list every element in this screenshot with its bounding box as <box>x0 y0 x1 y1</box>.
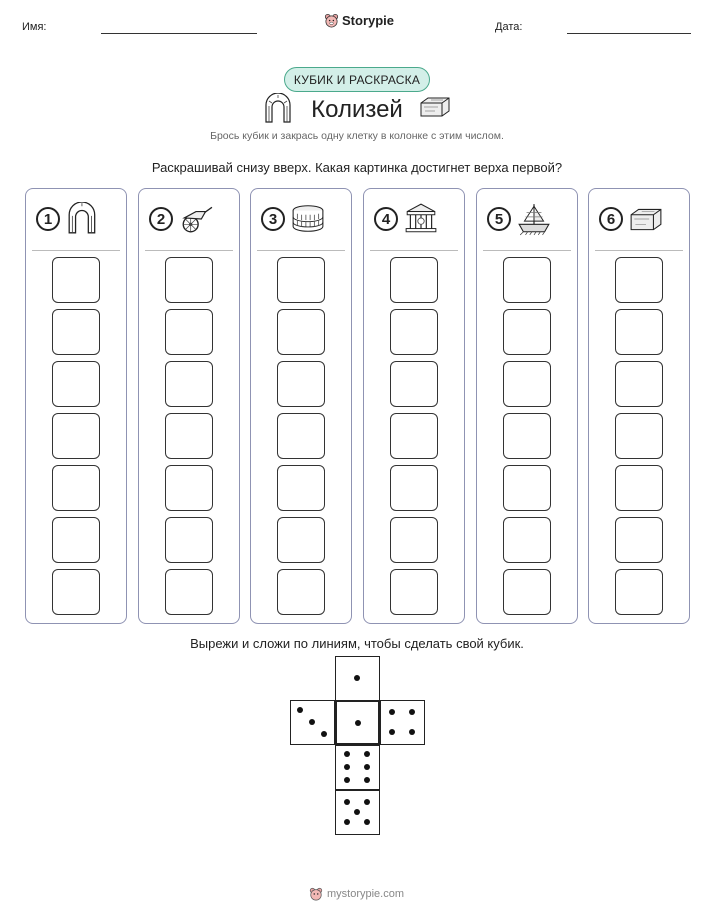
chariot-icon <box>177 202 215 236</box>
column-3 <box>250 188 352 624</box>
die-face-bottom <box>335 790 380 835</box>
die-pip <box>309 719 315 725</box>
color-cell[interactable] <box>165 361 213 407</box>
color-cell[interactable] <box>277 413 325 459</box>
color-cell[interactable] <box>277 465 325 511</box>
instruction-text: Раскрашивай снизу вверх. Какая картинка достигнет верха первой? <box>151 160 563 175</box>
column-6 <box>588 188 690 624</box>
column-header <box>599 202 665 236</box>
column-divider <box>32 250 120 251</box>
color-cell[interactable] <box>615 257 663 303</box>
die-pip <box>297 707 303 713</box>
color-cell[interactable] <box>52 257 100 303</box>
die-pip <box>364 751 370 757</box>
color-cell[interactable] <box>165 309 213 355</box>
die-pip <box>354 809 360 815</box>
die-pip <box>355 720 361 726</box>
color-cell[interactable] <box>52 361 100 407</box>
bear-logo-icon <box>324 13 339 28</box>
bear-logo-icon <box>309 887 323 901</box>
die-pip <box>364 777 370 783</box>
die-pip <box>344 764 350 770</box>
column-number: 4 <box>374 207 398 231</box>
column-number: 6 <box>599 207 623 231</box>
color-cell[interactable] <box>165 257 213 303</box>
column-header <box>261 202 327 236</box>
colosseum-icon <box>289 202 327 236</box>
color-cell[interactable] <box>52 517 100 563</box>
color-cell[interactable] <box>277 361 325 407</box>
color-cell[interactable] <box>390 569 438 615</box>
color-cell[interactable] <box>503 309 551 355</box>
die-pip <box>409 729 415 735</box>
stone-block-icon <box>419 96 451 118</box>
color-cell[interactable] <box>390 361 438 407</box>
column-divider <box>483 250 571 251</box>
color-cell[interactable] <box>503 413 551 459</box>
color-cell[interactable] <box>52 309 100 355</box>
cut-instruction: Вырежи и сложи по линиям, чтобы сделать свой кубик. <box>190 636 524 651</box>
color-cell[interactable] <box>277 309 325 355</box>
color-cell[interactable] <box>165 517 213 563</box>
column-1 <box>25 188 127 624</box>
page-title: Колизей <box>311 96 403 123</box>
die-face-right <box>380 700 425 745</box>
brand-name: Storypie <box>342 13 395 28</box>
footer-url[interactable]: mystorypie.com <box>327 888 405 900</box>
column-number: 5 <box>487 207 511 231</box>
column-number: 3 <box>261 207 285 231</box>
column-header <box>374 202 440 236</box>
color-cell[interactable] <box>615 309 663 355</box>
footer <box>309 887 404 901</box>
color-cell[interactable] <box>390 517 438 563</box>
die-pip <box>321 731 327 737</box>
color-cell[interactable] <box>615 413 663 459</box>
color-cell[interactable] <box>277 257 325 303</box>
column-number: 2 <box>149 207 173 231</box>
die-pip <box>364 764 370 770</box>
activity-badge: КУБИК И РАСКРАСКА <box>284 67 430 92</box>
color-cell[interactable] <box>165 569 213 615</box>
brand-logo <box>324 13 394 28</box>
color-cell[interactable] <box>52 413 100 459</box>
color-cell[interactable] <box>615 465 663 511</box>
column-divider <box>257 250 345 251</box>
ship-icon <box>515 202 553 236</box>
column-5 <box>476 188 578 624</box>
color-cell[interactable] <box>390 257 438 303</box>
color-cell[interactable] <box>503 361 551 407</box>
die-pip <box>344 777 350 783</box>
die-pip <box>364 799 370 805</box>
column-header <box>149 202 215 236</box>
color-cell[interactable] <box>165 465 213 511</box>
color-cell[interactable] <box>52 465 100 511</box>
color-cell[interactable] <box>165 413 213 459</box>
die-face-center <box>335 700 380 745</box>
name-field[interactable] <box>101 33 257 34</box>
color-cell[interactable] <box>277 569 325 615</box>
date-label: Дата: <box>495 21 523 33</box>
die-pip <box>354 675 360 681</box>
color-cell[interactable] <box>390 413 438 459</box>
die-pip <box>364 819 370 825</box>
date-field[interactable] <box>567 33 691 34</box>
name-label: Имя: <box>22 21 47 33</box>
stone-block-icon <box>627 202 665 236</box>
color-cell[interactable] <box>615 569 663 615</box>
column-divider <box>595 250 683 251</box>
temple-icon <box>402 202 440 236</box>
color-cell[interactable] <box>390 465 438 511</box>
color-cell[interactable] <box>390 309 438 355</box>
column-divider <box>370 250 458 251</box>
die-pip <box>344 819 350 825</box>
color-cell[interactable] <box>503 257 551 303</box>
color-cell[interactable] <box>503 569 551 615</box>
die-pip <box>389 729 395 735</box>
color-cell[interactable] <box>503 517 551 563</box>
color-cell[interactable] <box>615 361 663 407</box>
color-cell[interactable] <box>503 465 551 511</box>
column-number: 1 <box>36 207 60 231</box>
die-pip <box>344 799 350 805</box>
die-pip <box>389 709 395 715</box>
color-cell[interactable] <box>277 517 325 563</box>
column-header <box>487 202 553 236</box>
die-face-top <box>335 656 380 701</box>
die-face-lower <box>335 745 380 790</box>
column-4 <box>363 188 465 624</box>
die-pip <box>409 709 415 715</box>
column-2 <box>138 188 240 624</box>
column-divider <box>145 250 233 251</box>
arch-icon <box>64 202 102 236</box>
color-cell[interactable] <box>52 569 100 615</box>
die-face-left <box>290 700 335 745</box>
die-pip <box>344 751 350 757</box>
column-header <box>36 202 102 236</box>
color-cell[interactable] <box>615 517 663 563</box>
rules-text: Брось кубик и закрась одну клетку в колонке с этим числом. <box>210 130 504 142</box>
